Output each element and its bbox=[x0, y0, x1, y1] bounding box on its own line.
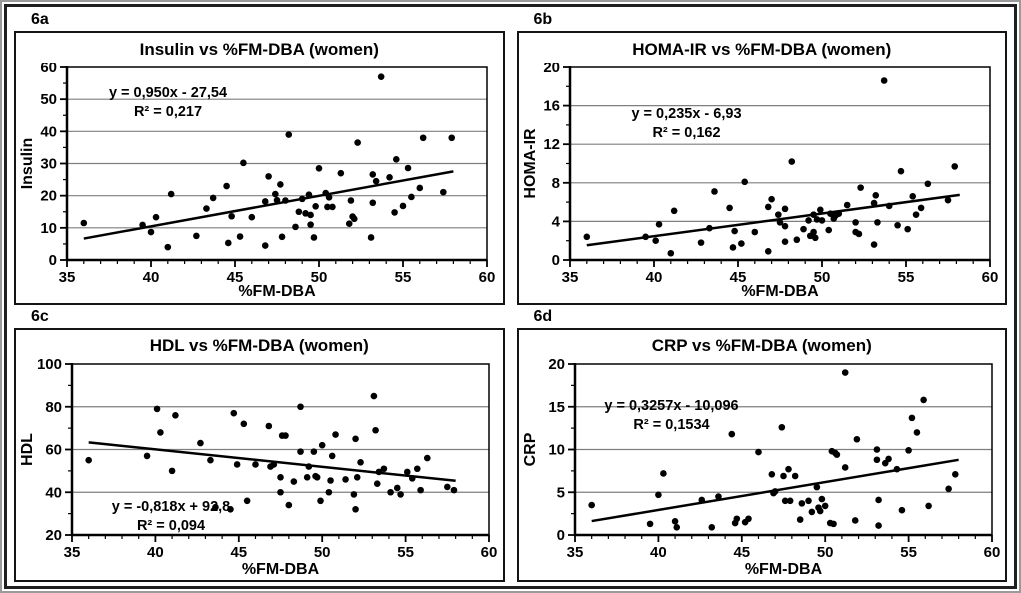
svg-text:0: 0 bbox=[551, 252, 560, 269]
r-squared-value: R² = 0,1534 bbox=[633, 417, 710, 433]
regression-annotation-6d bbox=[572, 397, 772, 435]
svg-text:45: 45 bbox=[733, 544, 750, 561]
panel-box-6d bbox=[517, 328, 1008, 582]
svg-text:45: 45 bbox=[230, 544, 248, 561]
panel-label-6b: 6b bbox=[533, 11, 553, 28]
svg-text:50: 50 bbox=[310, 269, 328, 286]
svg-text:35: 35 bbox=[566, 544, 584, 561]
chart-area-6c bbox=[16, 359, 503, 579]
svg-text:35: 35 bbox=[561, 269, 579, 286]
svg-text:45: 45 bbox=[729, 269, 747, 286]
svg-text:50: 50 bbox=[314, 544, 331, 561]
r-squared-value: R² = 0,162 bbox=[652, 125, 721, 141]
panel-6d bbox=[517, 305, 1008, 582]
svg-text:55: 55 bbox=[397, 544, 415, 561]
panel-6a bbox=[14, 8, 505, 305]
svg-text:20: 20 bbox=[548, 359, 565, 373]
svg-text:55: 55 bbox=[897, 269, 915, 286]
chart-area-6d bbox=[519, 359, 1006, 579]
scatter-plot-hdl bbox=[17, 359, 501, 579]
panel-6c bbox=[14, 305, 505, 582]
regression-annotation-6c bbox=[76, 498, 266, 536]
regression-equation: y = 0,235x - 6,93 bbox=[631, 106, 742, 122]
chart-title-6a: Insulin vs %FM-DBA (women) bbox=[139, 40, 379, 59]
svg-text:8: 8 bbox=[551, 174, 560, 192]
svg-text:40: 40 bbox=[649, 544, 667, 561]
svg-text:40: 40 bbox=[40, 123, 58, 141]
chart-title-6b: HOMA-IR vs %FM-DBA (women) bbox=[632, 40, 892, 59]
regression-annotation-6a bbox=[73, 84, 263, 122]
svg-text:10: 10 bbox=[40, 219, 58, 237]
svg-text:HDL: HDL bbox=[19, 433, 37, 466]
panel-6b bbox=[517, 8, 1008, 305]
svg-text:%FM-DBA: %FM-DBA bbox=[744, 561, 822, 578]
svg-text:15: 15 bbox=[548, 398, 565, 416]
svg-text:50: 50 bbox=[813, 269, 831, 286]
scatter-plot-crp bbox=[520, 359, 1004, 579]
svg-text:80: 80 bbox=[45, 398, 63, 416]
svg-text:60: 60 bbox=[478, 269, 496, 286]
svg-text:%FM-DBA: %FM-DBA bbox=[741, 283, 819, 300]
panel-label-6c: 6c bbox=[31, 308, 49, 325]
svg-text:50: 50 bbox=[40, 91, 58, 109]
svg-text:20: 20 bbox=[45, 527, 63, 544]
svg-text:100: 100 bbox=[37, 359, 63, 373]
svg-text:60: 60 bbox=[480, 544, 498, 561]
svg-text:20: 20 bbox=[543, 63, 560, 76]
svg-text:4: 4 bbox=[551, 213, 560, 231]
svg-text:40: 40 bbox=[147, 544, 164, 561]
panel-label-6a: 6a bbox=[31, 11, 49, 28]
svg-text:20: 20 bbox=[40, 187, 58, 205]
chart-area-6a bbox=[16, 63, 503, 303]
chart-title-6c: HDL vs %FM-DBA (women) bbox=[149, 336, 369, 355]
svg-text:%FM-DBA: %FM-DBA bbox=[238, 283, 316, 300]
regression-equation: y = 0,3257x - 10,096 bbox=[604, 398, 739, 414]
svg-text:0: 0 bbox=[556, 527, 565, 544]
svg-text:12: 12 bbox=[543, 136, 560, 154]
svg-text:40: 40 bbox=[645, 269, 663, 286]
regression-equation: y = 0,950x - 27,54 bbox=[108, 85, 228, 101]
svg-text:40: 40 bbox=[142, 269, 160, 286]
panel-label-6d: 6d bbox=[533, 308, 553, 325]
regression-annotation-6b bbox=[592, 105, 782, 143]
panel-box-6a bbox=[14, 31, 505, 305]
svg-text:50: 50 bbox=[816, 544, 834, 561]
svg-text:16: 16 bbox=[543, 97, 560, 115]
r-squared-value: R² = 0,094 bbox=[136, 518, 206, 534]
svg-text:40: 40 bbox=[45, 484, 63, 502]
svg-text:CRP: CRP bbox=[521, 432, 539, 467]
svg-text:35: 35 bbox=[63, 544, 81, 561]
svg-text:55: 55 bbox=[394, 269, 412, 286]
svg-text:60: 60 bbox=[981, 269, 999, 286]
svg-text:55: 55 bbox=[900, 544, 917, 561]
svg-text:10: 10 bbox=[548, 441, 565, 459]
svg-text:0: 0 bbox=[48, 252, 58, 269]
svg-text:60: 60 bbox=[45, 441, 63, 459]
svg-text:5: 5 bbox=[556, 484, 565, 502]
svg-text:35: 35 bbox=[58, 269, 76, 286]
figure-grid bbox=[4, 4, 1017, 589]
svg-text:30: 30 bbox=[40, 155, 58, 173]
svg-text:45: 45 bbox=[226, 269, 244, 286]
svg-text:60: 60 bbox=[983, 544, 1001, 561]
svg-text:%FM-DBA: %FM-DBA bbox=[242, 561, 320, 578]
chart-area-6b bbox=[519, 63, 1006, 303]
panel-box-6c bbox=[14, 328, 505, 582]
svg-text:HOMA-IR: HOMA-IR bbox=[521, 128, 539, 199]
scatter-plot-homa-ir bbox=[520, 63, 1004, 301]
chart-title-6d: CRP vs %FM-DBA (women) bbox=[651, 336, 872, 355]
panel-box-6b bbox=[517, 31, 1008, 305]
svg-text:60: 60 bbox=[40, 63, 58, 76]
svg-text:Insulin: Insulin bbox=[19, 137, 37, 190]
regression-equation: y = -0,818x + 92,8 bbox=[111, 499, 231, 515]
r-squared-value: R² = 0,217 bbox=[133, 104, 203, 120]
